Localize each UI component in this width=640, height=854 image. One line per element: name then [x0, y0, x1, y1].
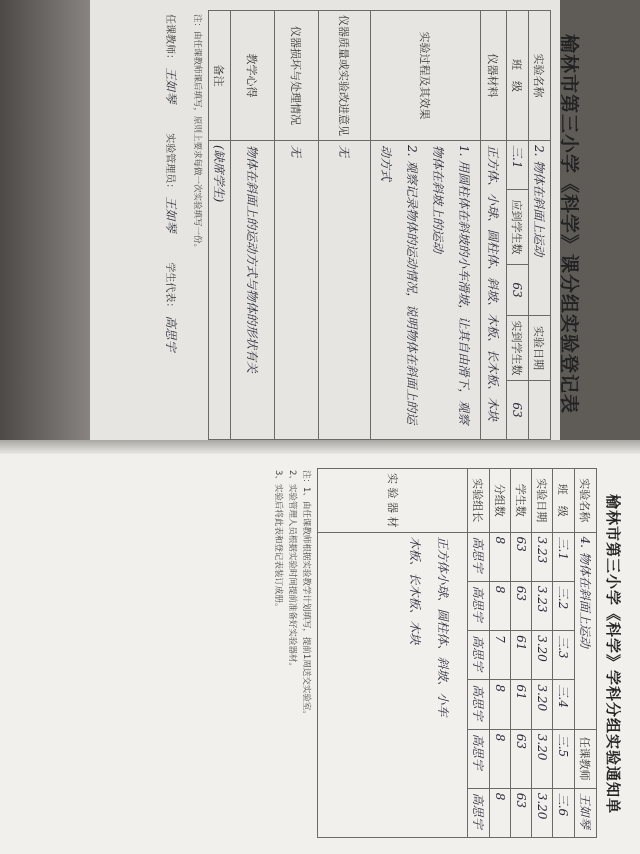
teacher-sign: 任课教师： 王如琴 [164, 14, 178, 104]
record-table [208, 10, 551, 440]
equipment-line-1: 正方体小球、圆柱体、斜坡、小车 [436, 536, 450, 717]
notice-date-3: 3.20 [532, 631, 553, 680]
label-actual: 实到学生数 [507, 316, 529, 381]
label-damage: 仪器损坏与处理情况 [275, 11, 319, 141]
label-reflection: 教学心得 [231, 11, 275, 141]
notice-students-3: 61 [511, 631, 532, 680]
equipment-line-2: 木板、长木板、木块 [408, 536, 422, 645]
label-materials: 仪器材料 [481, 11, 507, 141]
notice-form-title: 榆林市第三小学《科学》学科分组实验通知单 [604, 493, 622, 814]
notice-value-teacher: 王如琴 [575, 788, 597, 837]
notice-notes [271, 470, 313, 846]
notice-label-students: 学生数 [511, 469, 532, 533]
label-quality: 仪器质量或实验改进意见 [319, 11, 371, 141]
label-process: 实验过程及其效果 [371, 11, 481, 141]
value-process [371, 141, 481, 440]
student-sign: 学生代表： 高思宇 [164, 262, 178, 352]
notice-groups-1: 8 [490, 532, 511, 581]
record-signatures [163, 14, 180, 444]
notice-note-3: 3、实验后将此表和登记表装订成册。 [273, 470, 283, 612]
value-actual: 63 [507, 381, 529, 440]
notice-date-2: 3.23 [532, 581, 553, 630]
notice-students-5: 63 [511, 729, 532, 788]
notice-class-3: 三.3 [553, 631, 575, 680]
notice-date-1: 3.23 [532, 532, 553, 581]
value-reflection: 物体在斜面上的运动方式与物体的形状有关 [231, 141, 275, 440]
notice-label-equipment: 实 验 器 材 [318, 469, 468, 533]
notice-leader-6: 高思宇 [468, 788, 490, 837]
value-materials: 正方体、小球、圆柱体、斜坡、木板、长木板、木块 [481, 141, 507, 440]
notice-class-4: 三.4 [553, 680, 575, 729]
notice-leader-4: 高思宇 [468, 680, 490, 729]
notice-students-2: 63 [511, 581, 532, 630]
record-form [90, 4, 590, 444]
admin-sign: 实验管理员： 王如琴 [164, 133, 178, 233]
notice-students-6: 63 [511, 788, 532, 837]
notice-value-name: 4. 物体在斜面上运动 [575, 532, 597, 729]
notice-groups-6: 8 [490, 788, 511, 837]
notice-groups-2: 8 [490, 581, 511, 630]
notice-note-2: 2、实验管理人员根据实验时间提前准备好实验器材。 [287, 470, 297, 671]
label-should: 应到学生数 [507, 190, 529, 265]
notice-groups-3: 7 [490, 631, 511, 680]
notice-form [250, 462, 630, 846]
value-quality: 无 [319, 141, 371, 440]
label-class: 班 级 [507, 11, 529, 141]
value-class: 三.1 [507, 141, 529, 190]
notice-students-1: 63 [511, 532, 532, 581]
notice-students-4: 61 [511, 680, 532, 729]
notice-label-date: 实验日期 [532, 469, 553, 533]
value-damage: 无 [275, 141, 319, 440]
record-note: 注：由任课教师课后填写，原则上要求每做一次实验填写一份。 [192, 14, 202, 253]
notice-leader-3: 高思宇 [468, 631, 490, 680]
shadow [0, 0, 95, 446]
value-remark: (缺席学生) [209, 141, 231, 440]
notice-value-equipment [318, 532, 468, 838]
notice-label-name: 实验名称 [575, 469, 597, 533]
label-name: 实验名称 [529, 11, 551, 141]
notice-label-groups: 分组数 [490, 469, 511, 533]
value-should: 63 [507, 265, 529, 316]
value-name: 2. 物体在斜面上运动 [529, 141, 551, 316]
notice-table [317, 468, 597, 838]
notice-leader-2: 高思宇 [468, 581, 490, 630]
notice-groups-5: 8 [490, 729, 511, 788]
value-date [529, 381, 551, 440]
notice-class-6: 三.6 [553, 788, 575, 837]
notice-leader-1: 高思宇 [468, 532, 490, 581]
notice-class-5: 三.5 [553, 729, 575, 788]
notice-date-5: 3.20 [532, 729, 553, 788]
label-date: 实验日期 [529, 316, 551, 381]
notice-label-teacher: 任课教师 [575, 729, 597, 788]
notice-date-6: 3.20 [532, 788, 553, 837]
notice-date-4: 3.20 [532, 680, 553, 729]
notice-groups-4: 8 [490, 680, 511, 729]
notice-leader-5: 高思宇 [468, 729, 490, 788]
notice-note-1: 注：1、由任课教师根据实验教学计划填写，提前1周送交实验室。 [301, 470, 311, 719]
notice-class-2: 三.2 [553, 581, 575, 630]
notice-label-class: 班 级 [553, 469, 575, 533]
notice-label-leader: 实验组长 [468, 469, 490, 533]
notice-class-1: 三.1 [553, 532, 575, 581]
process-line-1: 1. 用圆柱体在斜坡的小车滑坡，让其自由滑下，观察物体在斜坡上的运动 [431, 145, 472, 425]
label-remark: 备注 [209, 11, 231, 141]
process-line-2: 2. 观察记录物体的运动情况，说明物体在斜面上的运动方式 [379, 145, 420, 425]
record-form-title: 榆林市第三小学《科学》课分组实验登记表 [558, 33, 580, 414]
